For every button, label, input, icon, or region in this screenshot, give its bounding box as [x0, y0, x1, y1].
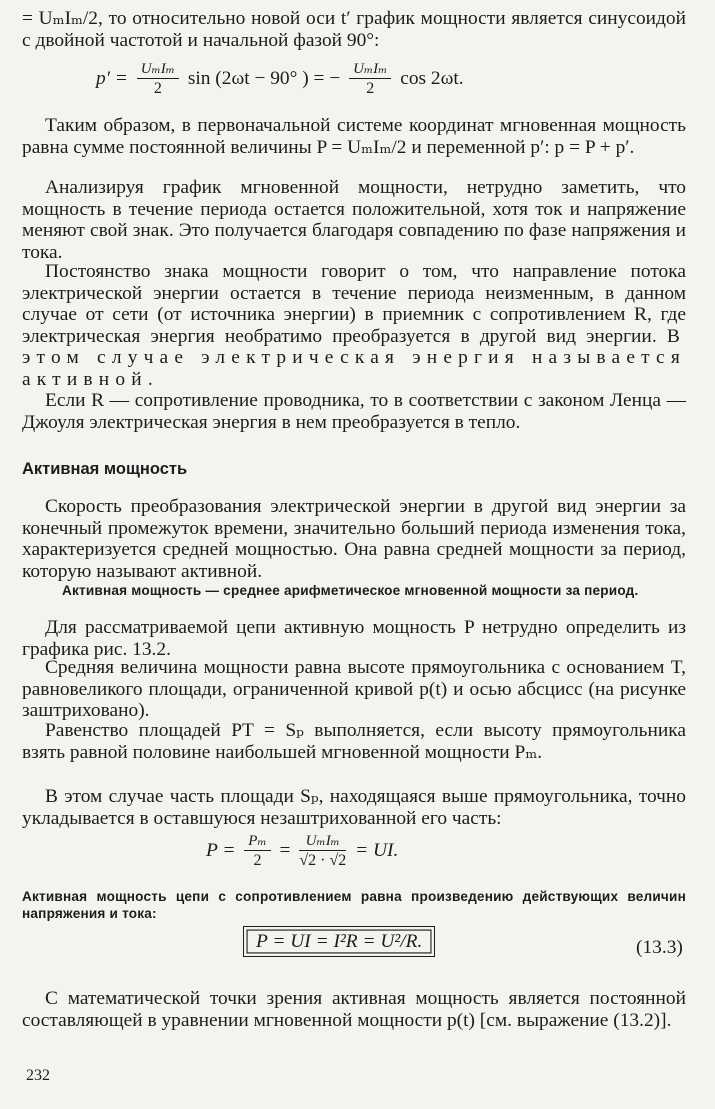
- equation-active-power-derivation: [206, 832, 398, 871]
- eq2-denominator: 2: [253, 852, 262, 869]
- paragraph-area-equality: Равенство площадей PT = Sₚ выполняется, если высоту прямоугольника взять равной половине наибольшей мгновенной мощности Pₘ.: [22, 720, 686, 763]
- eq1-middle: sin (2ωt − 90° ) = −: [187, 67, 341, 89]
- eq1-fraction: [137, 60, 179, 99]
- eq2-equals: =: [279, 839, 291, 861]
- paragraph-energy-flow: [22, 261, 686, 390]
- energy-flow-text: Постоянство знака мощности говорит о том, что направление потока электрической энергии остается в течение периода неизменным, в данном случае от сети (от источника энергии) в приемник с сопротивлением R, где электрическая энергия необратимо преобразуется в другой вид энергии.: [22, 261, 686, 347]
- paragraph-power-positive: Анализируя график мгновенной мощности, нетрудно заметить, что мощность в течение периода остается положительной, хотя ток и напряжение меняют свой знак. Это получается благодаря совпадению по фазе напряжения и тока.: [22, 177, 686, 263]
- definition-active-power: Активная мощность — среднее арифметическое мгновенной мощности за период.: [62, 583, 639, 598]
- eq1-numerator-2: UₘIₘ: [349, 60, 391, 79]
- paragraph-joule-lenz: Если R — сопротивление проводника, то в соответствии с законом Ленца — Джоуля электрическая энергия в нем преобразуется в тепло.: [22, 390, 686, 433]
- paragraph-rectangle-height: Средняя величина мощности равна высоте прямоугольника с основанием T, равновеликого площади, ограниченной кривой p(t) и осью абсцисс (на рисунке заштриховано).: [22, 657, 686, 721]
- page-number: 232: [26, 1067, 50, 1084]
- eq2-lhs: P =: [206, 839, 236, 861]
- eq1-numerator: UₘIₘ: [137, 60, 179, 79]
- eq2-end: = UI.: [355, 839, 399, 861]
- intro-paragraph: = UₘIₘ/2, то относительно новой оси t′ график мощности является синусоидой с двойной частотой и начальной фазой 90°:: [22, 8, 686, 51]
- eq1-denominator-2: 2: [366, 80, 375, 97]
- paragraph-from-graph: Для рассматриваемой цепи активную мощность P нетрудно определить из графика рис. 13.2.: [22, 617, 686, 660]
- eq1-end: cos 2ωt.: [400, 67, 464, 89]
- eq2-fraction-2: [299, 832, 346, 871]
- eq1-lhs: p′ =: [96, 67, 128, 89]
- eq2-fraction: [244, 832, 270, 871]
- equation-p-prime: [96, 60, 464, 99]
- eq2-denominator-2: √2 · √2: [299, 852, 347, 869]
- paragraph-area-fits: В этом случае часть площади Sₚ, находящаяся выше прямоугольника, точно укладывается в оставшуюся незаштрихованной его часть:: [22, 786, 686, 829]
- eq2-numerator: Pₘ: [244, 832, 270, 851]
- section-heading: Активная мощность: [22, 460, 188, 478]
- eq1-fraction-2: [349, 60, 391, 99]
- energy-flow-emphasis: В этом случае электрическая энергия называется активной.: [22, 325, 686, 390]
- eq1-denominator: 2: [153, 80, 162, 97]
- paragraph-instant-power-sum: Таким образом, в первоначальной системе координат мгновенная мощность равна сумме постоянной величины P = UₘIₘ/2 и переменной p′: p = P + p′.: [22, 115, 686, 158]
- paragraph-average-power: Скорость преобразования электрической энергии в другой вид энергии за конечный промежуток времени, значительно больший периода изменения тока, характеризуется средней мощностью. Она равна средней мощности за период, которую называют активной.: [22, 496, 686, 582]
- paragraph-constant-component: С математической точки зрения активная мощность является постоянной составляющей в уравнении мгновенной мощности p(t) [см. выражение (13.2)].: [22, 988, 686, 1031]
- definition-active-power-product: Активная мощность цепи с сопротивлением равна произведению действующих величин напряжения и тока:: [22, 889, 686, 921]
- boxed-formula: P = UI = I²R = U²/R.: [243, 926, 435, 957]
- equation-number: (13.3): [636, 937, 683, 958]
- equation-13-3: [243, 931, 435, 953]
- eq2-numerator-2: UₘIₘ: [299, 832, 346, 851]
